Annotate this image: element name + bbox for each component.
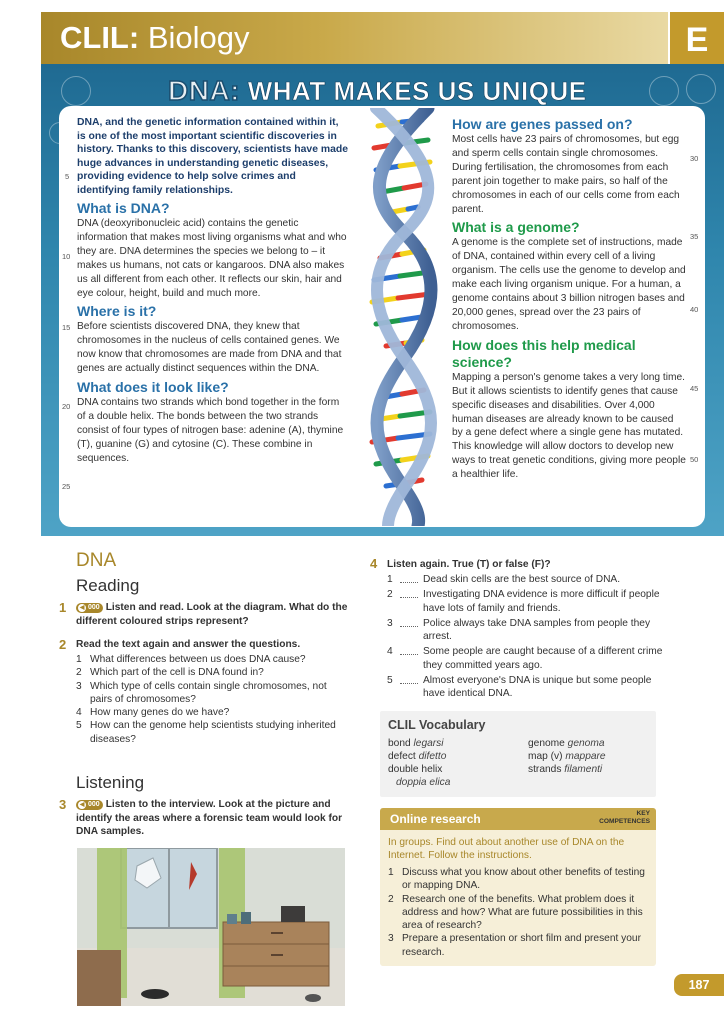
- vocab-term: strands: [528, 764, 562, 775]
- online-research-list: [388, 866, 650, 959]
- item-number: 1: [76, 654, 82, 665]
- page-number: 187: [674, 974, 724, 996]
- question-number: 1: [59, 600, 67, 615]
- section-heading-genome: What is a genome?: [452, 219, 580, 236]
- answer-blank[interactable]: [400, 654, 418, 655]
- section-heading-where-is-it: Where is it?: [77, 303, 157, 320]
- article-title-rest: WHAT MAKES US UNIQUE: [240, 76, 587, 106]
- question-number: 2: [59, 637, 67, 652]
- line-number: 5: [65, 172, 70, 181]
- vocabulary-heading: CLIL Vocabulary: [388, 718, 486, 732]
- list-item: [387, 645, 669, 672]
- question-number: 4: [370, 556, 378, 571]
- article-column-right: [452, 116, 686, 482]
- header-title: [60, 20, 250, 56]
- line-number: 10: [62, 252, 71, 261]
- vocab-entry: [528, 750, 653, 763]
- list-item: [387, 617, 669, 644]
- online-research-intro: In groups. Find out about another use of DNA on the Internet. Follow the instructions.: [388, 837, 625, 862]
- section-heading-medical-science: How does this help medical science?: [452, 336, 636, 370]
- item-number: 2: [388, 893, 394, 905]
- person-icon: [61, 76, 91, 106]
- list-item: [76, 719, 348, 746]
- section-body-what-is-dna: DNA (deoxyribonucleic acid) contains the genetic information that makes most living organisms what and who they are. DNA determines the species we belong to – it makes us humans, not cats or kangaroos. DNA also makes us all different from each other. It reflects our skin, hair and eye colour, height, build and much more.: [77, 218, 347, 299]
- list-item: [76, 706, 348, 719]
- article-column-left: [77, 116, 349, 466]
- vocab-term: double helix: [388, 764, 443, 775]
- item-text: Police always take DNA samples from people they arrest.: [423, 617, 651, 643]
- section-letter-tab: E: [670, 12, 724, 68]
- line-number: 45: [690, 384, 699, 393]
- item-text: Prepare a presentation or short film and present your research.: [402, 933, 641, 958]
- vocab-entry: [528, 737, 653, 750]
- vocab-term: bond: [388, 738, 411, 749]
- line-number: 35: [690, 232, 699, 241]
- vocab-entry: [388, 750, 518, 763]
- vocab-entry: [528, 763, 653, 776]
- vocab-translation: doppia elica: [396, 777, 451, 788]
- item-number: 5: [387, 675, 393, 687]
- answer-blank[interactable]: [400, 683, 418, 684]
- answer-blank[interactable]: [400, 626, 418, 627]
- exercise-title: DNA: [76, 550, 117, 571]
- item-number: 3: [76, 680, 82, 692]
- answer-blank[interactable]: [400, 597, 418, 598]
- line-number: 15: [62, 323, 71, 332]
- section-heading-genes-passed: How are genes passed on?: [452, 116, 633, 132]
- section-body-where-is-it: Before scientists discovered DNA, they knew that chromosomes in the nucleus of cells contained genes. We now know that chromosomes are made from DNA and that genes are actually distinct sequences within the DNA.: [77, 321, 342, 375]
- question-2-list: [76, 653, 348, 746]
- key-competences-line2: COMPETENCES: [599, 818, 650, 825]
- online-research-title: Online research: [390, 812, 481, 826]
- vocab-term: map (v): [528, 751, 563, 762]
- person-icon: [649, 76, 679, 106]
- item-number: 4: [76, 707, 82, 719]
- item-text: How can the genome help scientists studying inherited diseases?: [90, 720, 336, 745]
- online-research-header: [380, 808, 656, 830]
- item-number: 3: [387, 617, 393, 629]
- listening-heading: Listening: [76, 773, 145, 792]
- item-number: 2: [76, 667, 82, 679]
- audio-track-code: 000: [88, 604, 100, 611]
- reading-heading: Reading: [76, 576, 140, 595]
- vocab-term: genome: [528, 738, 565, 749]
- section-body-medical-science: Mapping a person's genome takes a very long time. But it allows scientists to identify genes that cause specific diseases and disabilities. Over 4,000 human diseases are already known to be caused by a gene defect where a single gene has mutated. This knowledge will allow doctors to develop new ways to treat genetic conditions, giving more people a healthier life.: [452, 371, 686, 481]
- item-number: 1: [387, 574, 393, 585]
- key-competences-line1: KEY: [636, 810, 650, 817]
- line-number: 40: [690, 305, 699, 314]
- question-4-text: Listen again. True (T) or false (F)?: [387, 559, 551, 570]
- question-2-text: Read the text again and answer the questions.: [76, 639, 301, 650]
- key-competences-label: [599, 810, 650, 826]
- play-icon: ◀: [79, 605, 85, 611]
- item-number: 4: [387, 646, 393, 658]
- question-number: 3: [59, 797, 67, 812]
- item-text: Which part of the cell is DNA found in?: [90, 667, 264, 679]
- question-4-list: [387, 573, 669, 701]
- section-body-look-like: DNA contains two strands which bond together in the form of a double helix. The bonds between the two strands consist of four types of nitrogen base: adenine (A), thymine (T), guanine (G) and cytosine (C). These combine in sequences.: [77, 397, 344, 464]
- question-1: [76, 601, 351, 628]
- list-item: [387, 674, 669, 701]
- vocab-translation: legarsi: [413, 738, 444, 749]
- vocabulary-column-left: [388, 737, 518, 789]
- section-heading-look-like: What does it look like?: [77, 379, 229, 396]
- audio-track-code: 000: [88, 801, 100, 808]
- article-title: [168, 75, 587, 107]
- question-4: [387, 558, 667, 572]
- item-number: 2: [387, 589, 393, 601]
- item-text: Almost everyone's DNA is unique but some people have identical DNA.: [423, 675, 652, 700]
- item-text: Some people are caught because of a different crime they committed years ago.: [423, 646, 663, 671]
- question-1-text: Listen and read. Look at the diagram. What do the different coloured strips represent?: [76, 602, 348, 627]
- crime-scene-picture: [77, 848, 345, 1006]
- item-text: Discuss what you know about other benefits of testing or mapping DNA.: [402, 867, 645, 892]
- vocab-translation: genoma: [567, 738, 605, 749]
- item-number: 3: [388, 933, 394, 945]
- item-number: 1: [388, 867, 394, 878]
- header-clil: CLIL:: [60, 20, 140, 55]
- play-icon: ◀: [79, 802, 85, 808]
- list-item: [387, 573, 669, 586]
- audio-track-button[interactable]: [76, 603, 103, 613]
- list-item: [387, 588, 669, 615]
- list-item: [76, 653, 348, 666]
- hexagon-decoration-icon: [686, 74, 716, 104]
- vocab-term: defect: [388, 751, 416, 762]
- dna-helix-diagram: [358, 108, 450, 526]
- list-item: [76, 666, 348, 679]
- vocab-translation: mappare: [565, 751, 606, 762]
- vocab-translation: filamenti: [564, 764, 603, 775]
- list-item: [388, 893, 650, 933]
- line-number: 30: [690, 154, 699, 163]
- item-number: 5: [76, 720, 82, 732]
- section-heading-what-is-dna: What is DNA?: [77, 200, 170, 216]
- line-number: 20: [62, 402, 71, 411]
- question-2: [76, 638, 351, 652]
- list-item: [388, 866, 650, 893]
- line-number: 25: [62, 482, 71, 491]
- list-item: [76, 680, 348, 707]
- vocab-translation: difetto: [418, 751, 447, 762]
- section-body-genes-passed: Most cells have 23 pairs of chromosomes, but egg and sperm cells contain single chromosomes. During fertilisation, the chromosomes from each parent join together to make pairs, so half of the chromosomes in each of our cells come from each parent.: [452, 134, 680, 215]
- item-text: Dead skin cells are the best source of DNA.: [423, 574, 621, 585]
- article-title-dna: DNA:: [168, 75, 240, 106]
- vocabulary-column-right: [528, 737, 653, 776]
- item-text: Investigating DNA evidence is more difficult if people have lots of family and friends.: [423, 589, 660, 614]
- list-item: [388, 932, 650, 959]
- question-3-text: Listen to the interview. Look at the picture and identify the areas where a forensic team would look for DNA samples.: [76, 799, 343, 837]
- section-body-genome: A genome is the complete set of instructions, made of DNA, contained within every cell of a living organism. The cells use the genome to develop and make each living organism unique. For a human, a genome contains about 3 billion nitrogen bases and 20,000 genes, spread over the 23 pairs of chromosomes.: [452, 237, 686, 332]
- item-text: What differences between us does DNA cause?: [90, 654, 306, 665]
- audio-track-button[interactable]: [76, 800, 103, 810]
- line-number: 50: [690, 455, 699, 464]
- item-text: Which type of cells contain single chromosomes, not pairs of chromosomes?: [90, 680, 327, 705]
- question-3: [76, 798, 348, 839]
- vocab-entry: [388, 737, 518, 750]
- vocab-entry: [388, 776, 518, 789]
- item-text: Research one of the benefits. What problem does it address and how? What are future possibilities in this area of research?: [402, 893, 643, 932]
- answer-blank[interactable]: [400, 582, 418, 583]
- header-subject: Biology: [139, 20, 250, 55]
- article-intro: DNA, and the genetic information contained within it, is one of the most important scientific discoveries in history. Thanks to this discovery, scientists have made huge advances in understanding genetic diseases, providing evidence to help solve crimes and identifying family relationships.: [77, 117, 349, 196]
- item-text: How many genes do we have?: [90, 707, 230, 719]
- vocab-entry: [388, 763, 518, 776]
